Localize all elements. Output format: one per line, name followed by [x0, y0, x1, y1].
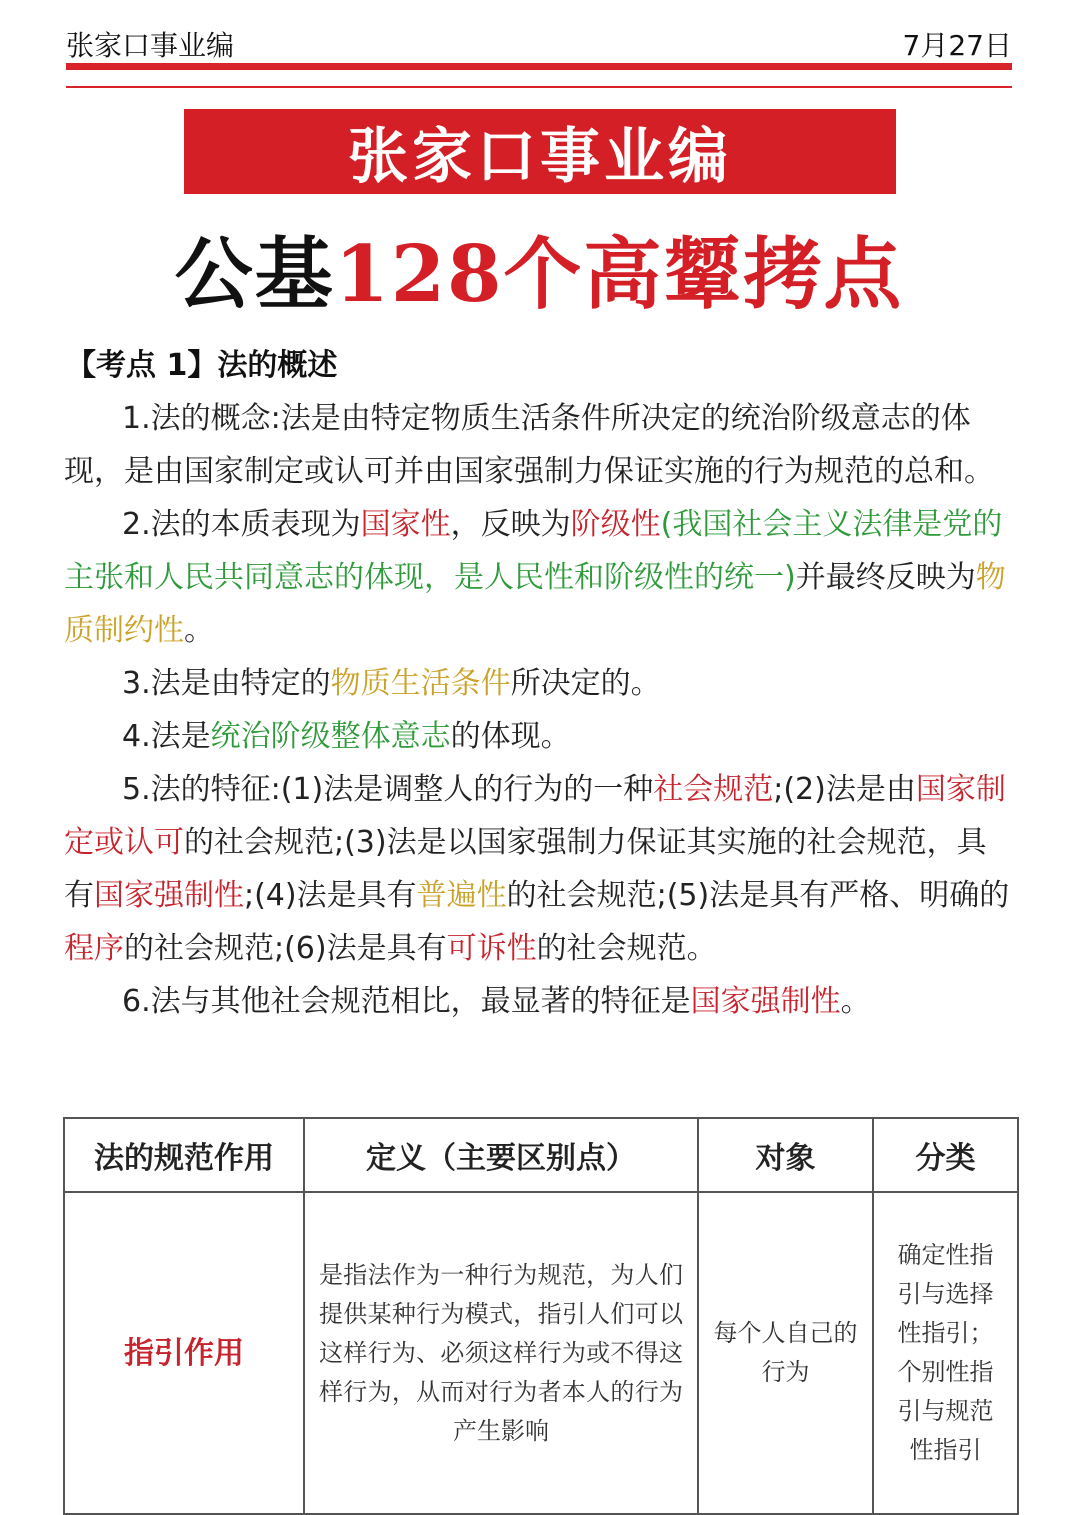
highlight-gold: 物质生活条件 [330, 666, 511, 701]
main-title [66, 218, 1012, 318]
main-title-part1: 公基 [174, 229, 335, 320]
text-span: 的社会规范;(6)法是具有 [124, 931, 447, 966]
table-header-cell: 定义（主要区别点） [304, 1118, 698, 1192]
law-function-table [63, 1117, 1019, 1515]
point-5 [64, 763, 1016, 975]
row-category: 确定性指引与选择性指引；个别性指引与规范性指引 [873, 1192, 1018, 1514]
highlight-red: 阶级性 [570, 507, 661, 542]
banner-text: 张家口事业编 [348, 121, 732, 192]
text-span: ;(2)法是由 [773, 772, 916, 807]
text-span: 6.法与其他社会规范相比，最显著的特征是 [122, 984, 691, 1019]
text-span: 的社会规范;(3)法是以国家强制力保证其实施的社会规范，具有 [64, 825, 987, 913]
point-4 [64, 710, 1016, 763]
section-heading: 【考点 1】法的概述 [66, 348, 338, 383]
page-header [66, 22, 1012, 66]
highlight-red: 国家强制性 [690, 984, 841, 1019]
table-header-cell: 法的规范作用 [64, 1118, 304, 1192]
highlight-green: (我国社会主义法律是党的主张和人民共同意志的体现，是人民性和阶级性的统一) [64, 507, 1003, 595]
highlight-red: 社会规范 [653, 772, 774, 807]
text-span: 并最终反映为 [795, 560, 976, 595]
text-span: 2.法的本质表现为 [122, 507, 361, 542]
point-3 [64, 657, 1016, 710]
header-rule-thick [66, 63, 1012, 70]
point-1: 1.法的概念:法是由特定物质生活条件所决定的统治阶级意志的体现，是由国家制定或认可并由国家强制力保证实施的行为规范的总和。 [64, 401, 994, 489]
text-span: ，反映为 [450, 507, 571, 542]
highlight-green: 统治阶级整体意志 [210, 719, 451, 754]
highlight-red: 可诉性 [446, 931, 537, 966]
row-function-name: 指引作用 [64, 1192, 304, 1514]
highlight-red: 国家性 [360, 507, 451, 542]
highlight-gold: 物质制约性 [64, 560, 1006, 648]
header-source: 张家口事业编 [66, 29, 235, 62]
header-rule-thin [66, 86, 1012, 88]
text-span: 。 [840, 984, 871, 1019]
table-header-cell: 对象 [698, 1118, 873, 1192]
table-header-cell: 分类 [873, 1118, 1018, 1192]
highlight-red: 国家制定或认可 [64, 772, 1006, 860]
title-banner [184, 109, 896, 194]
content-body [64, 392, 1016, 1028]
text-span: 所决定的。 [510, 666, 661, 701]
point-6 [64, 975, 1016, 1028]
table-header-row [64, 1118, 1018, 1192]
text-span: ;(4)法是具有 [244, 878, 417, 913]
text-span: 的社会规范。 [536, 931, 717, 966]
main-title-part2: 128个高颦拷点 [334, 229, 904, 320]
table-row [64, 1192, 1018, 1514]
point-2 [64, 498, 1016, 657]
text-span: 的体现。 [450, 719, 571, 754]
text-span: 4.法是 [122, 719, 211, 754]
highlight-red: 程序 [64, 931, 124, 966]
row-object: 每个人自己的行为 [698, 1192, 873, 1514]
text-span: 3.法是由特定的 [122, 666, 331, 701]
text-span: 5.法的特征:(1)法是调整人的行为的一种 [122, 772, 654, 807]
highlight-red: 国家强制性 [94, 878, 244, 913]
highlight-gold: 普遍性 [416, 878, 507, 913]
text-span: 的社会规范;(5)法是具有严格、明确的 [506, 878, 1010, 913]
row-definition: 是指法作为一种行为规范，为人们提供某种行为模式，指引人们可以这样行为、必须这样行为或不得这样行为，从而对行为者本人的行为产生影响 [304, 1192, 698, 1514]
header-date: 7月27日 [902, 29, 1012, 62]
text-span: 。 [184, 613, 214, 648]
